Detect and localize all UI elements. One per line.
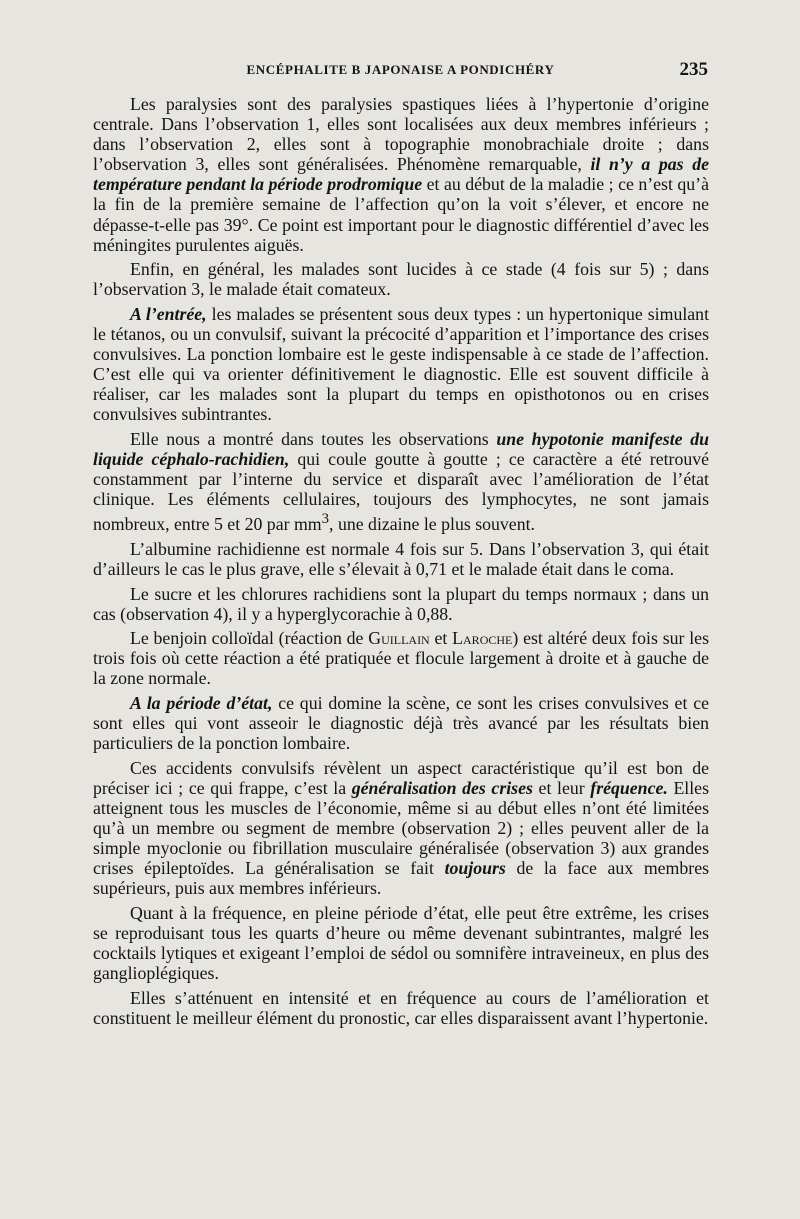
text-run: et au début de la maladie ; ce n’est qu’à la fin de la première semaine de l’affection qu’on la voit s’élever, et encore ne dépasse-t-elle pas 39°. Ce point est important pour le diagnostic différentiel d’avec les méningites purulentes aiguës. xyxy=(93,174,709,255)
header-title: ENCÉPHALITE B JAPONAISE A PONDICHÉRY xyxy=(246,62,555,77)
text-run: Les paralysies sont des paralysies spastiques liées à l’hypertonie d’origine centrale. Dans l’observation 1, elles sont localisées aux deux membres inférieurs ; dans l’observation 2, elles sont à topographie monobrachiale droite ; dans l’observation 3, elles sont généralisées. Phénomène remarquable, xyxy=(93,94,709,175)
text-run: ce qui domine la scène, ce sont les crises convulsives et ce sont elles qui vont asseoir le diagnostic déjà très avancé par les résultats bien particuliers de la ponction lombaire. xyxy=(93,693,709,754)
emphasis: toujours xyxy=(444,858,506,879)
emphasis: généralisation des crises xyxy=(351,777,533,798)
paragraph xyxy=(93,988,709,1028)
text-run: qui coule goutte à goutte ; ce caractère a été retrouvé constamment par l’interne du service et disparaît avec l’amélioration de l’état clinique. Les éléments cellulaires, toujours des lymphocytes, ne sont jamais nombreux, entre 5 et 20 par mm xyxy=(93,449,710,535)
body-text xyxy=(93,94,709,1033)
paragraph xyxy=(93,94,709,255)
running-header xyxy=(93,59,708,84)
text-run: et leur xyxy=(532,777,591,798)
author-name: Guillain xyxy=(368,628,430,649)
paragraph xyxy=(93,304,709,425)
text-run: Elle nous a montré dans toutes les observations xyxy=(130,429,497,449)
emphasis: il n’y a pas de température pendant la période prodromique xyxy=(93,154,709,195)
author-name: Laroche xyxy=(452,628,513,649)
text-run: Elles atteignent tous les muscles de l’économie, même si au début elles n’ont été limitées qu’à un membre ou segment de membre (observation 2) ; elles peuvent aller de la simple myoclonie ou fibrillation musculaire généralisée (observation 3) aux grandes crises épileptoïdes. La généralisation se fait xyxy=(93,777,709,879)
text-run: ) est altéré deux fois sur les trois fois où cette réaction a été pratiquée et flocule largement à droite et à gauche de la zone normale. xyxy=(93,628,709,689)
text-run: Enfin, en général, les malades sont lucides à ce stade (4 fois sur 5) ; dans l’observation 3, le malade était comateux. xyxy=(93,259,709,300)
emphasis: A l’entrée, xyxy=(130,303,207,324)
page-number: 235 xyxy=(679,59,708,80)
superscript: 3 xyxy=(321,511,330,528)
text-run: , une dizaine le plus souvent. xyxy=(329,514,535,535)
paragraph xyxy=(93,693,709,753)
emphasis: une hypotonie manifeste du liquide céphalo-rachidien, xyxy=(93,429,709,470)
text-run: Quant à la fréquence, en pleine période d’état, elle peut être extrême, les crises se reproduisant tous les quarts d’heure ou même devenant subintrantes, malgré les cocktails lytiques et exigeant l’emploi de sédol ou somnifère intraveineux, en plus des ganglioplégiques. xyxy=(93,902,709,984)
text-run: et xyxy=(429,628,453,649)
text-run: Le benjoin colloïdal (réaction de xyxy=(130,628,369,649)
paragraph xyxy=(93,628,709,688)
paragraph xyxy=(93,903,709,983)
text-run: Elles s’atténuent en intensité et en fréquence au cours de l’amélioration et constituent le meilleur élément du pronostic, car elles disparaissent avant l’hypertonie. xyxy=(93,987,709,1028)
paragraph xyxy=(93,758,709,899)
paragraph xyxy=(93,259,709,299)
paragraph xyxy=(93,539,709,579)
paragraph xyxy=(93,429,709,534)
text-run: Le sucre et les chlorures rachidiens sont la plupart du temps normaux ; dans un cas (observation 4), il y a hyperglycorachie à 0,88. xyxy=(93,583,709,624)
emphasis: A la période d’état, xyxy=(130,693,273,714)
paragraph xyxy=(93,584,709,624)
text-run: de la face aux membres supérieurs, puis aux membres inférieurs. xyxy=(93,858,710,899)
text-run: L’albumine rachidienne est normale 4 fois sur 5. Dans l’observation 3, qui était d’ailleurs le cas le plus grave, elle s’élevait à 0,71 et le malade était dans le coma. xyxy=(93,538,709,579)
text-run: les malades se présentent sous deux types : un hypertonique simulant le tétanos, ou un convulsif, suivant la précocité d’apparition et l’importance des crises convulsives. La ponction lombaire est le geste indispensable à ce stade de l’affection. C’est elle qui va orienter définitivement le diagnostic. Elle est souvent difficile à réaliser, car les malades sont la plupart du temps en opisthotonos ou en crises convulsives subintrantes. xyxy=(93,303,710,425)
emphasis: fréquence. xyxy=(590,777,668,798)
text-run: Ces accidents convulsifs révèlent un aspect caractéristique qu’il est bon de préciser ici ; ce qui frappe, c’est la xyxy=(93,757,709,798)
